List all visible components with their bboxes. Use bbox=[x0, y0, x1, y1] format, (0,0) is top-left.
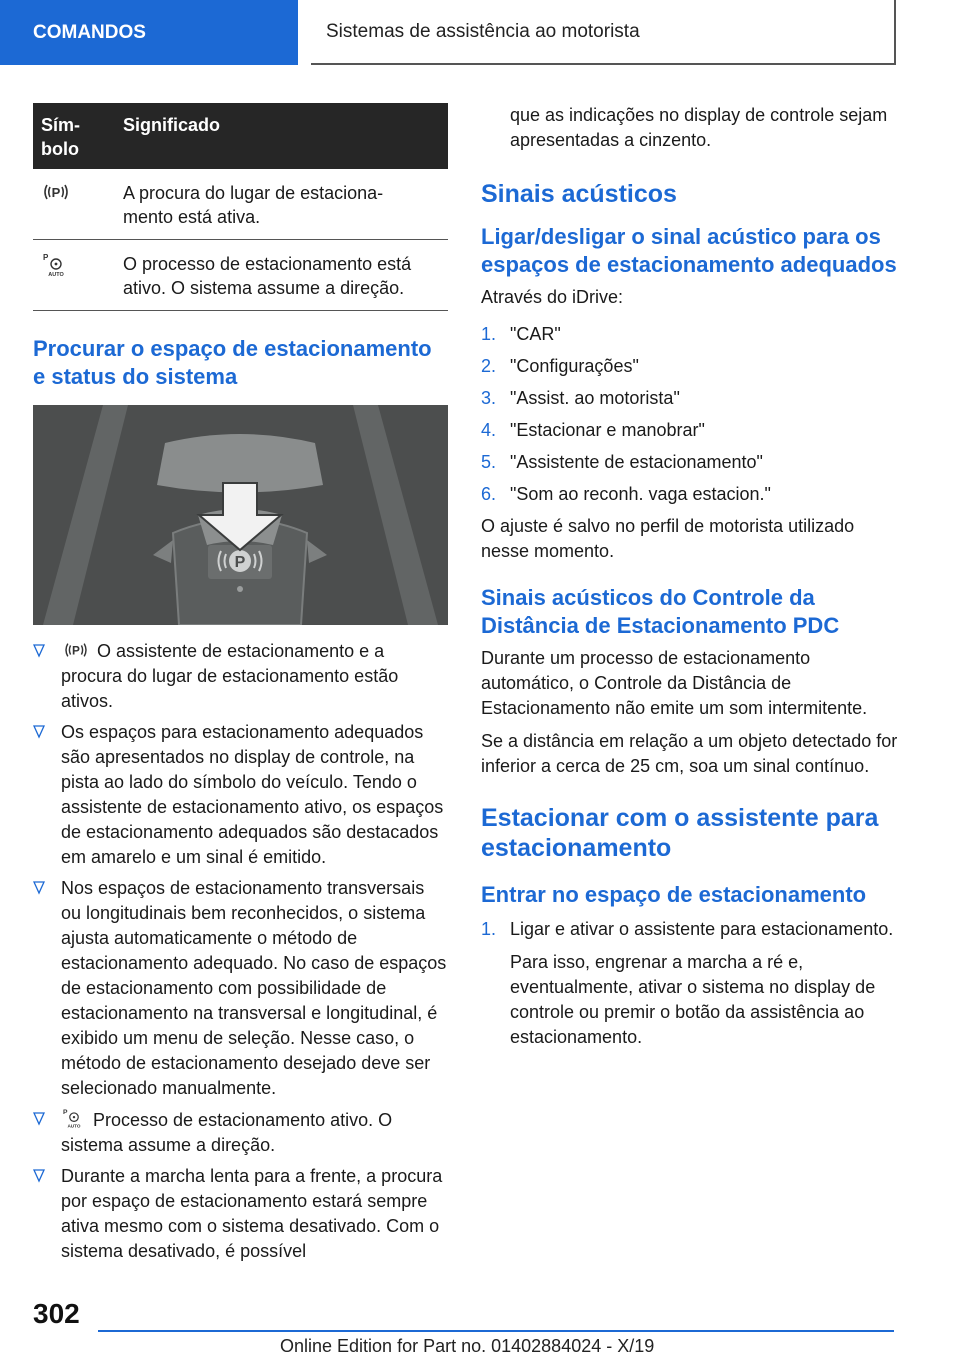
bullet-triangle-icon bbox=[33, 881, 45, 895]
page-number: 302 bbox=[33, 1298, 80, 1329]
list-item bbox=[481, 386, 901, 411]
list-item bbox=[481, 418, 901, 443]
step-number: 4. bbox=[481, 420, 497, 440]
bullet-text: O assistente de estacionamento e a procura do lugar de estacionamento estão ativos. bbox=[61, 641, 399, 711]
heading-enter-parking-space: Entrar no espaço de estacionamento bbox=[481, 882, 867, 907]
list-item bbox=[481, 354, 901, 379]
bullet-triangle-icon bbox=[33, 1169, 45, 1183]
list-item bbox=[481, 450, 901, 475]
svg-text:P: P bbox=[63, 1108, 68, 1116]
section-label: COMANDOS bbox=[33, 21, 146, 43]
section-heading-search: Procurar o espaço de estacionamento e status do sistema bbox=[33, 336, 432, 389]
bullet-triangle-icon bbox=[33, 725, 45, 739]
col-header-meaning bbox=[115, 103, 448, 169]
heading-toggle-signal: Ligar/desligar o sinal acústico para os espaços de estacionamento adequados bbox=[481, 224, 897, 277]
list-item bbox=[481, 482, 901, 507]
list-item bbox=[33, 1164, 448, 1264]
symbol-table bbox=[33, 103, 448, 311]
list-item bbox=[33, 1107, 448, 1158]
svg-text:P: P bbox=[72, 643, 80, 658]
svg-text:AUTO: AUTO bbox=[67, 1123, 81, 1129]
svg-text:P: P bbox=[43, 253, 49, 262]
step-number: 3. bbox=[481, 388, 497, 408]
meaning-cell bbox=[115, 240, 448, 311]
symbol-cell bbox=[33, 169, 115, 240]
table-row bbox=[33, 240, 448, 311]
list-item bbox=[33, 876, 448, 1101]
bullet-text: Processo de estacionamento ativo. O sistema assume a direção. bbox=[61, 1110, 393, 1155]
footer-rule bbox=[98, 1330, 894, 1332]
list-item bbox=[33, 720, 448, 870]
via-idrive-text: Através do iDrive: bbox=[481, 287, 624, 307]
bullet-triangle-icon bbox=[33, 1112, 45, 1126]
step-number: 6. bbox=[481, 484, 497, 504]
step-text: "Configurações" bbox=[510, 356, 639, 376]
heading-park-with-assistant: Estacionar com o assistente para estacionamento bbox=[481, 804, 879, 862]
parking-search-icon bbox=[41, 181, 71, 203]
continuation-text: que as indicações no display de controle sejam apresentadas a cinzento. bbox=[510, 105, 888, 150]
list-item bbox=[481, 322, 901, 347]
step-text: "Som ao reconh. vaga estacion." bbox=[510, 484, 771, 504]
bullet-text: Durante a marcha lenta para a frente, a procura por espaço de estacionamento estará sempre ativa mesmo com o sistema desativado. Com o sistema desativado, é possível bbox=[61, 1166, 443, 1261]
heading-pdc-signals: Sinais acústicos do Controle da Distância de Estacionamento PDC bbox=[481, 585, 840, 638]
parking-auto-steering-icon bbox=[41, 252, 71, 278]
bullet-text: Nos espaços de estacionamento transversais ou longitudinais bem reconhecidos, o sistema ajusta automaticamente o método de estacionamento adequado. No caso de espaços de estacionamento com possibilidade de estacionamento na transversal e longitudinal, é exibido um menu de seleção. Nesse caso, o método de estacionamento desejado deve ser selecionado manualmente. bbox=[61, 878, 447, 1098]
search-bullets bbox=[33, 639, 448, 1264]
step-text: "CAR" bbox=[510, 324, 561, 344]
bullet-triangle-icon bbox=[33, 644, 45, 658]
step-text: "Assist. ao motorista" bbox=[510, 388, 680, 408]
bullet-text: Os espaços para estacionamento adequados são apresentados no display de controle, na pista ao lado do símbolo do veículo. Tendo o assistente de estacionamento ativo, os espaços de estacionamento adequados são destacados em amarelo e um sinal é emitido. bbox=[61, 722, 444, 867]
idrive-steps bbox=[481, 322, 901, 507]
edition-footer: Online Edition for Part no. 01402884024 - X/19 bbox=[280, 1336, 655, 1356]
parking-search-icon bbox=[61, 640, 91, 660]
svg-text:AUTO: AUTO bbox=[48, 272, 64, 278]
step-text: "Estacionar e manobrar" bbox=[510, 420, 705, 440]
enter-steps bbox=[481, 917, 901, 1050]
svg-text:P: P bbox=[51, 185, 61, 200]
parking-illustration-drawing bbox=[33, 405, 448, 625]
list-item bbox=[33, 639, 448, 714]
heading-acoustic-signals: Sinais acústicos bbox=[481, 180, 677, 208]
symbol-cell bbox=[33, 240, 115, 311]
chapter-title-box bbox=[311, 0, 896, 65]
col-header-symbol bbox=[33, 103, 115, 169]
step-number: 5. bbox=[481, 452, 497, 472]
list-item bbox=[481, 917, 901, 1050]
meaning-text: O processo de estacionamento está ativo. O sistema assume a direção. bbox=[123, 254, 412, 298]
meaning-cell bbox=[115, 169, 448, 240]
table-row bbox=[33, 169, 448, 240]
right-column bbox=[481, 103, 901, 1057]
col-header-meaning-text: Significado bbox=[123, 115, 221, 135]
pdc-paragraph-2: Se a distância em relação a um objeto detectado for inferior a cerca de 25 cm, soa um sinal contínuo. bbox=[481, 731, 898, 776]
step-number: 2. bbox=[481, 356, 497, 376]
left-column bbox=[33, 103, 448, 1270]
chapter-title: Sistemas de assistência ao motorista bbox=[326, 20, 640, 42]
header-gap bbox=[298, 0, 311, 65]
step-text: Ligar e ativar o assistente para estacionamento. bbox=[510, 919, 894, 939]
step-detail: Para isso, engrenar a marcha a ré e, eventualmente, ativar o sistema no display de controle ou premir o botão da assistência ao estacionamento. bbox=[510, 952, 876, 1047]
step-text: "Assistente de estacionamento" bbox=[510, 452, 763, 472]
step-number: 1. bbox=[481, 919, 497, 939]
pdc-paragraph-1: Durante um processo de estacionamento automático, o Controle da Distância de Estacionamento não emite um som intermitente. bbox=[481, 648, 868, 718]
meaning-text: A procura do lugar de estaciona- mento está ativa. bbox=[123, 183, 384, 227]
profile-saved-note: O ajuste é salvo no perfil de motorista utilizado nesse momento. bbox=[481, 516, 855, 561]
step-number: 1. bbox=[481, 324, 497, 344]
svg-text:P: P bbox=[234, 554, 246, 571]
parking-auto-steering-icon bbox=[61, 1107, 87, 1129]
col-header-symbol-text: Sím- bolo bbox=[41, 115, 81, 159]
table-header-row bbox=[33, 103, 448, 169]
section-tab bbox=[0, 0, 298, 65]
parking-illustration bbox=[33, 405, 448, 625]
